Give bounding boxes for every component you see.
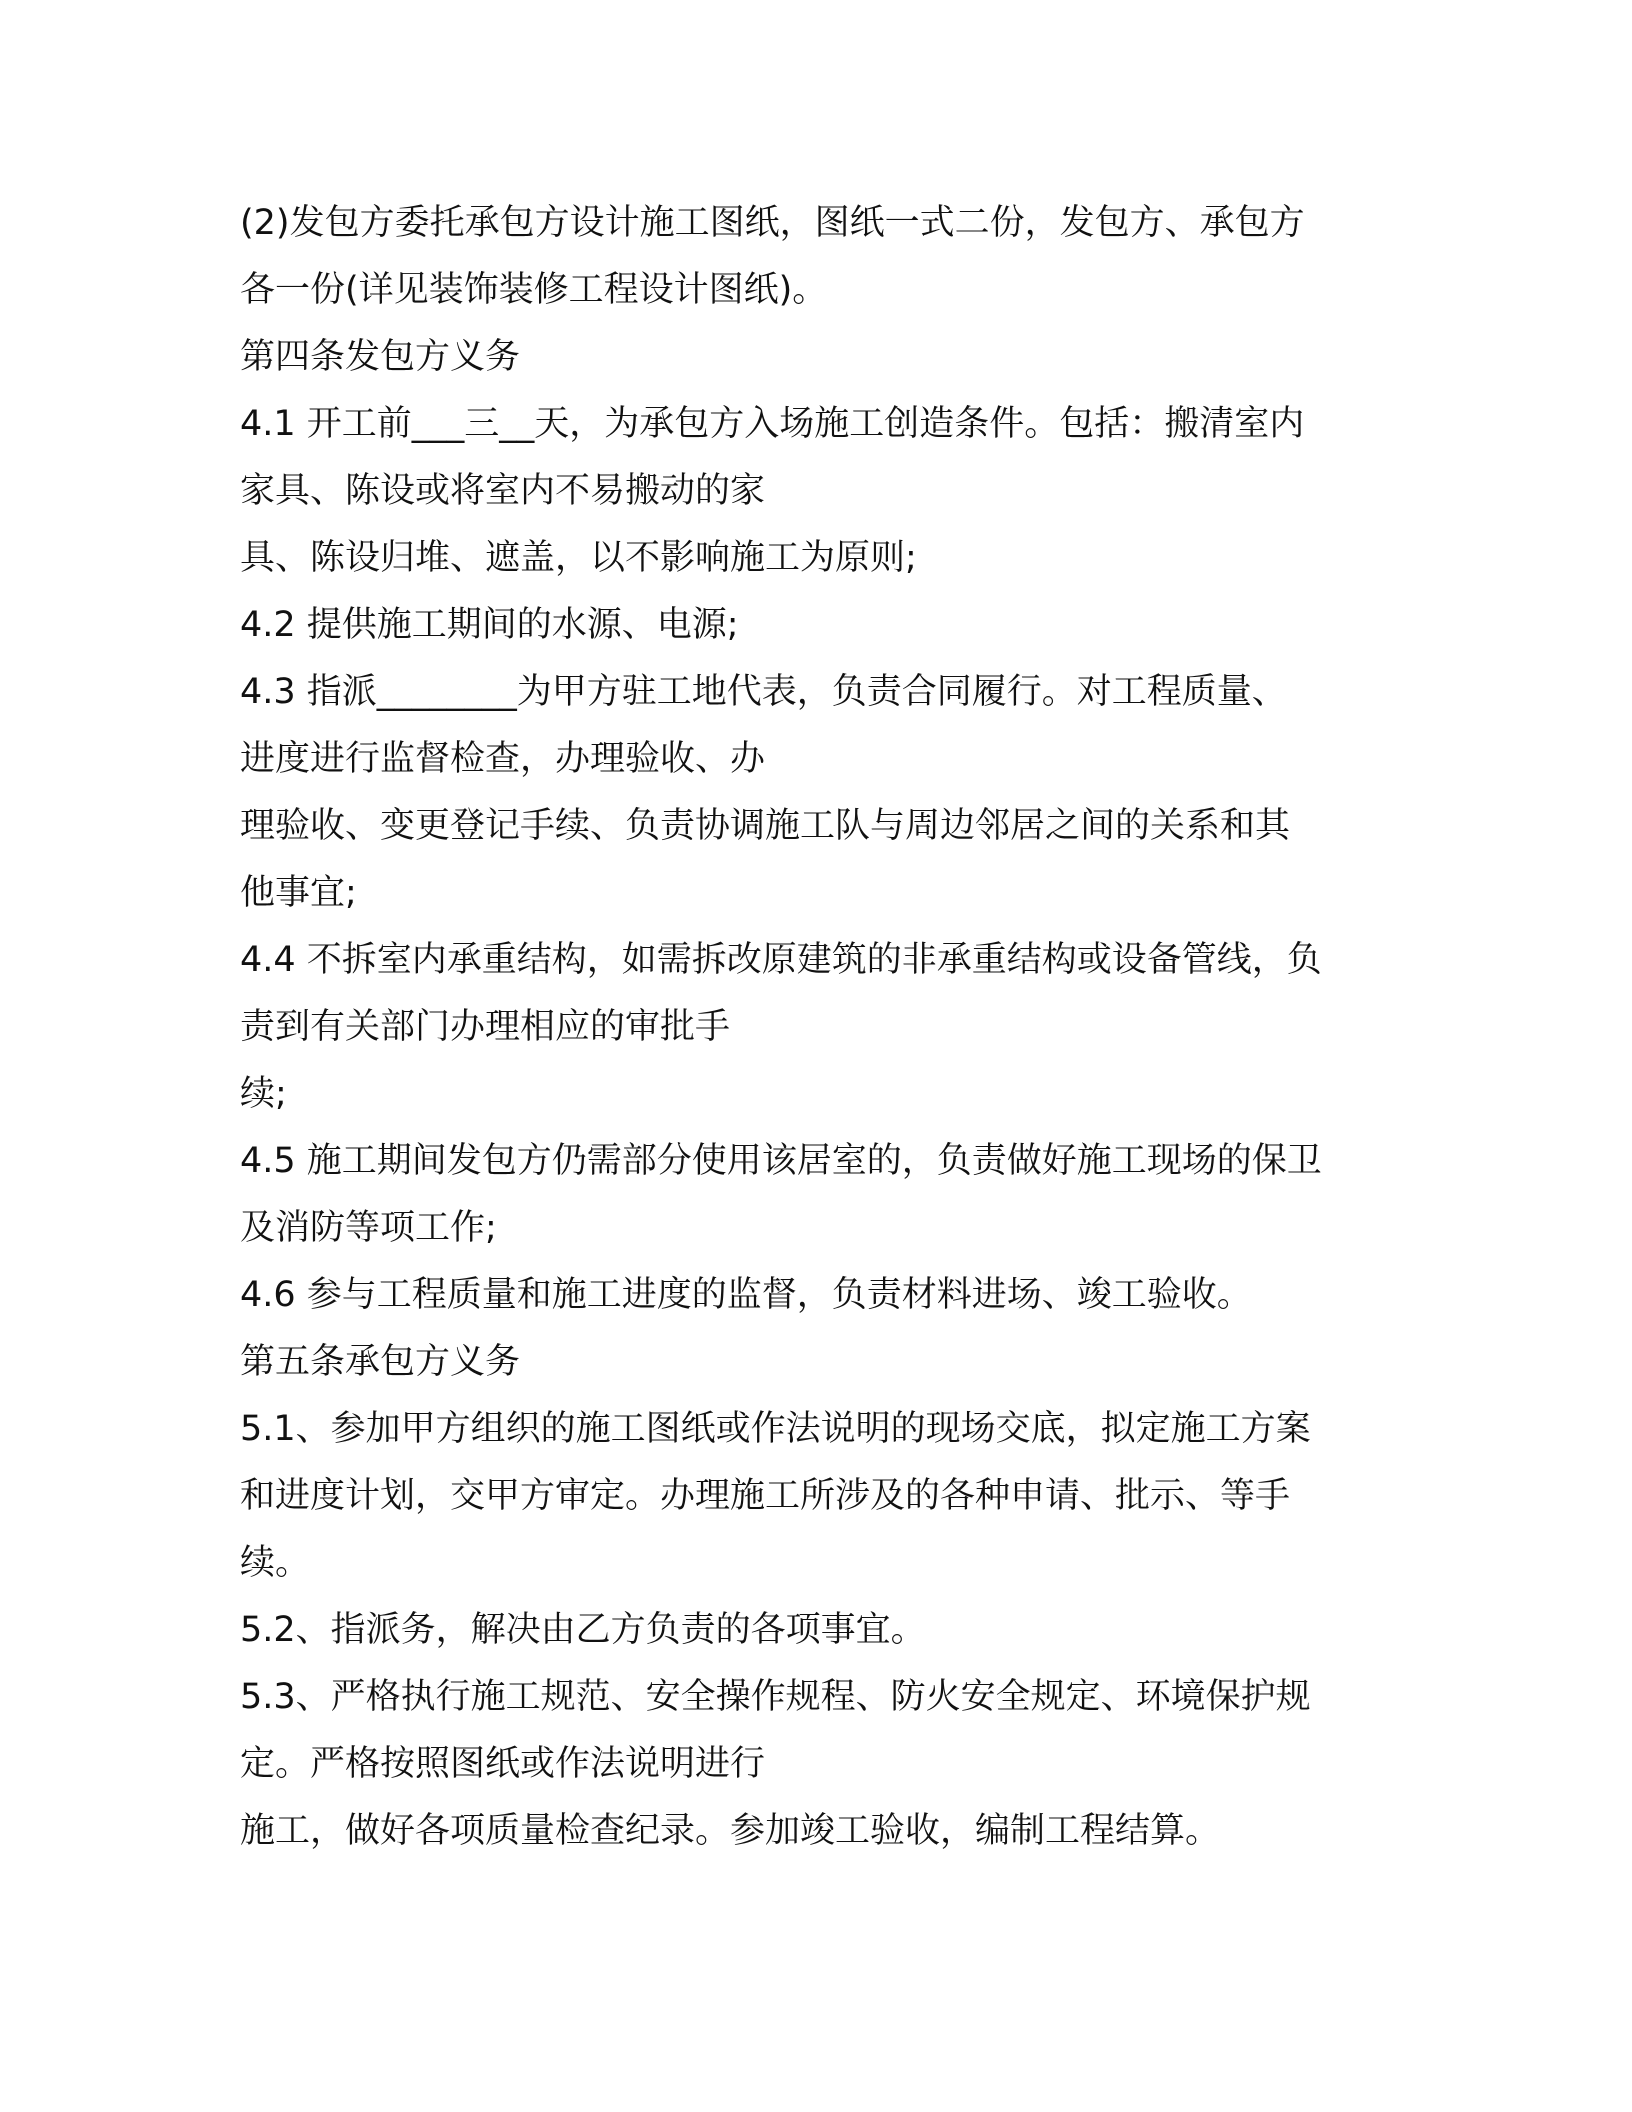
text-line: 5.3、严格执行施工规范、安全操作规程、防火安全规定、环境保护规 <box>240 1677 1311 1717</box>
section-heading: 第五条承包方义务 <box>240 1342 521 1382</box>
text-line: 4.1 开工前___三__天，为承包方入场施工创造条件。包括：搬清室内 <box>240 404 1305 444</box>
text-line: 施工，做好各项质量检查纪录。参加竣工验收，编制工程结算。 <box>240 1811 1221 1851</box>
text-line: 家具、陈设或将室内不易搬动的家 <box>240 471 766 511</box>
section-heading: 第四条发包方义务 <box>240 337 521 377</box>
text-line: 进度进行监督检查，办理验收、办 <box>240 739 766 779</box>
text-line: 他事宜; <box>240 873 357 913</box>
text-line: 4.2 提供施工期间的水源、电源; <box>240 605 739 645</box>
text-line: 和进度计划，交甲方审定。办理施工所涉及的各种申请、批示、等手 <box>240 1476 1291 1516</box>
text-line: 及消防等项工作; <box>240 1208 497 1248</box>
text-line: 责到有关部门办理相应的审批手 <box>240 1007 731 1047</box>
text-line: 各一份(详见装饰装修工程设计图纸)。 <box>240 270 828 310</box>
text-line: 5.1、参加甲方组织的施工图纸或作法说明的现场交底，拟定施工方案 <box>240 1409 1311 1449</box>
text-line: 续; <box>240 1074 287 1114</box>
text-line: (2)发包方委托承包方设计施工图纸，图纸一式二份，发包方、承包方 <box>240 203 1305 243</box>
document-body <box>240 190 1400 1865</box>
text-line: 定。严格按照图纸或作法说明进行 <box>240 1744 766 1784</box>
text-line: 4.5 施工期间发包方仍需部分使用该居室的，负责做好施工现场的保卫 <box>240 1141 1322 1181</box>
text-line: 4.4 不拆室内承重结构，如需拆改原建筑的非承重结构或设备管线，负 <box>240 940 1322 980</box>
text-line: 4.3 指派________为甲方驻工地代表，负责合同履行。对工程质量、 <box>240 672 1287 712</box>
text-line: 理验收、变更登记手续、负责协调施工队与周边邻居之间的关系和其 <box>240 806 1291 846</box>
text-line: 5.2、指派务，解决由乙方负责的各项事宜。 <box>240 1610 926 1650</box>
text-line: 4.6 参与工程质量和施工进度的监督，负责材料进场、竣工验收。 <box>240 1275 1252 1315</box>
text-line: 具、陈设归堆、遮盖，以不影响施工为原则; <box>240 538 917 578</box>
text-line: 续。 <box>240 1543 311 1583</box>
